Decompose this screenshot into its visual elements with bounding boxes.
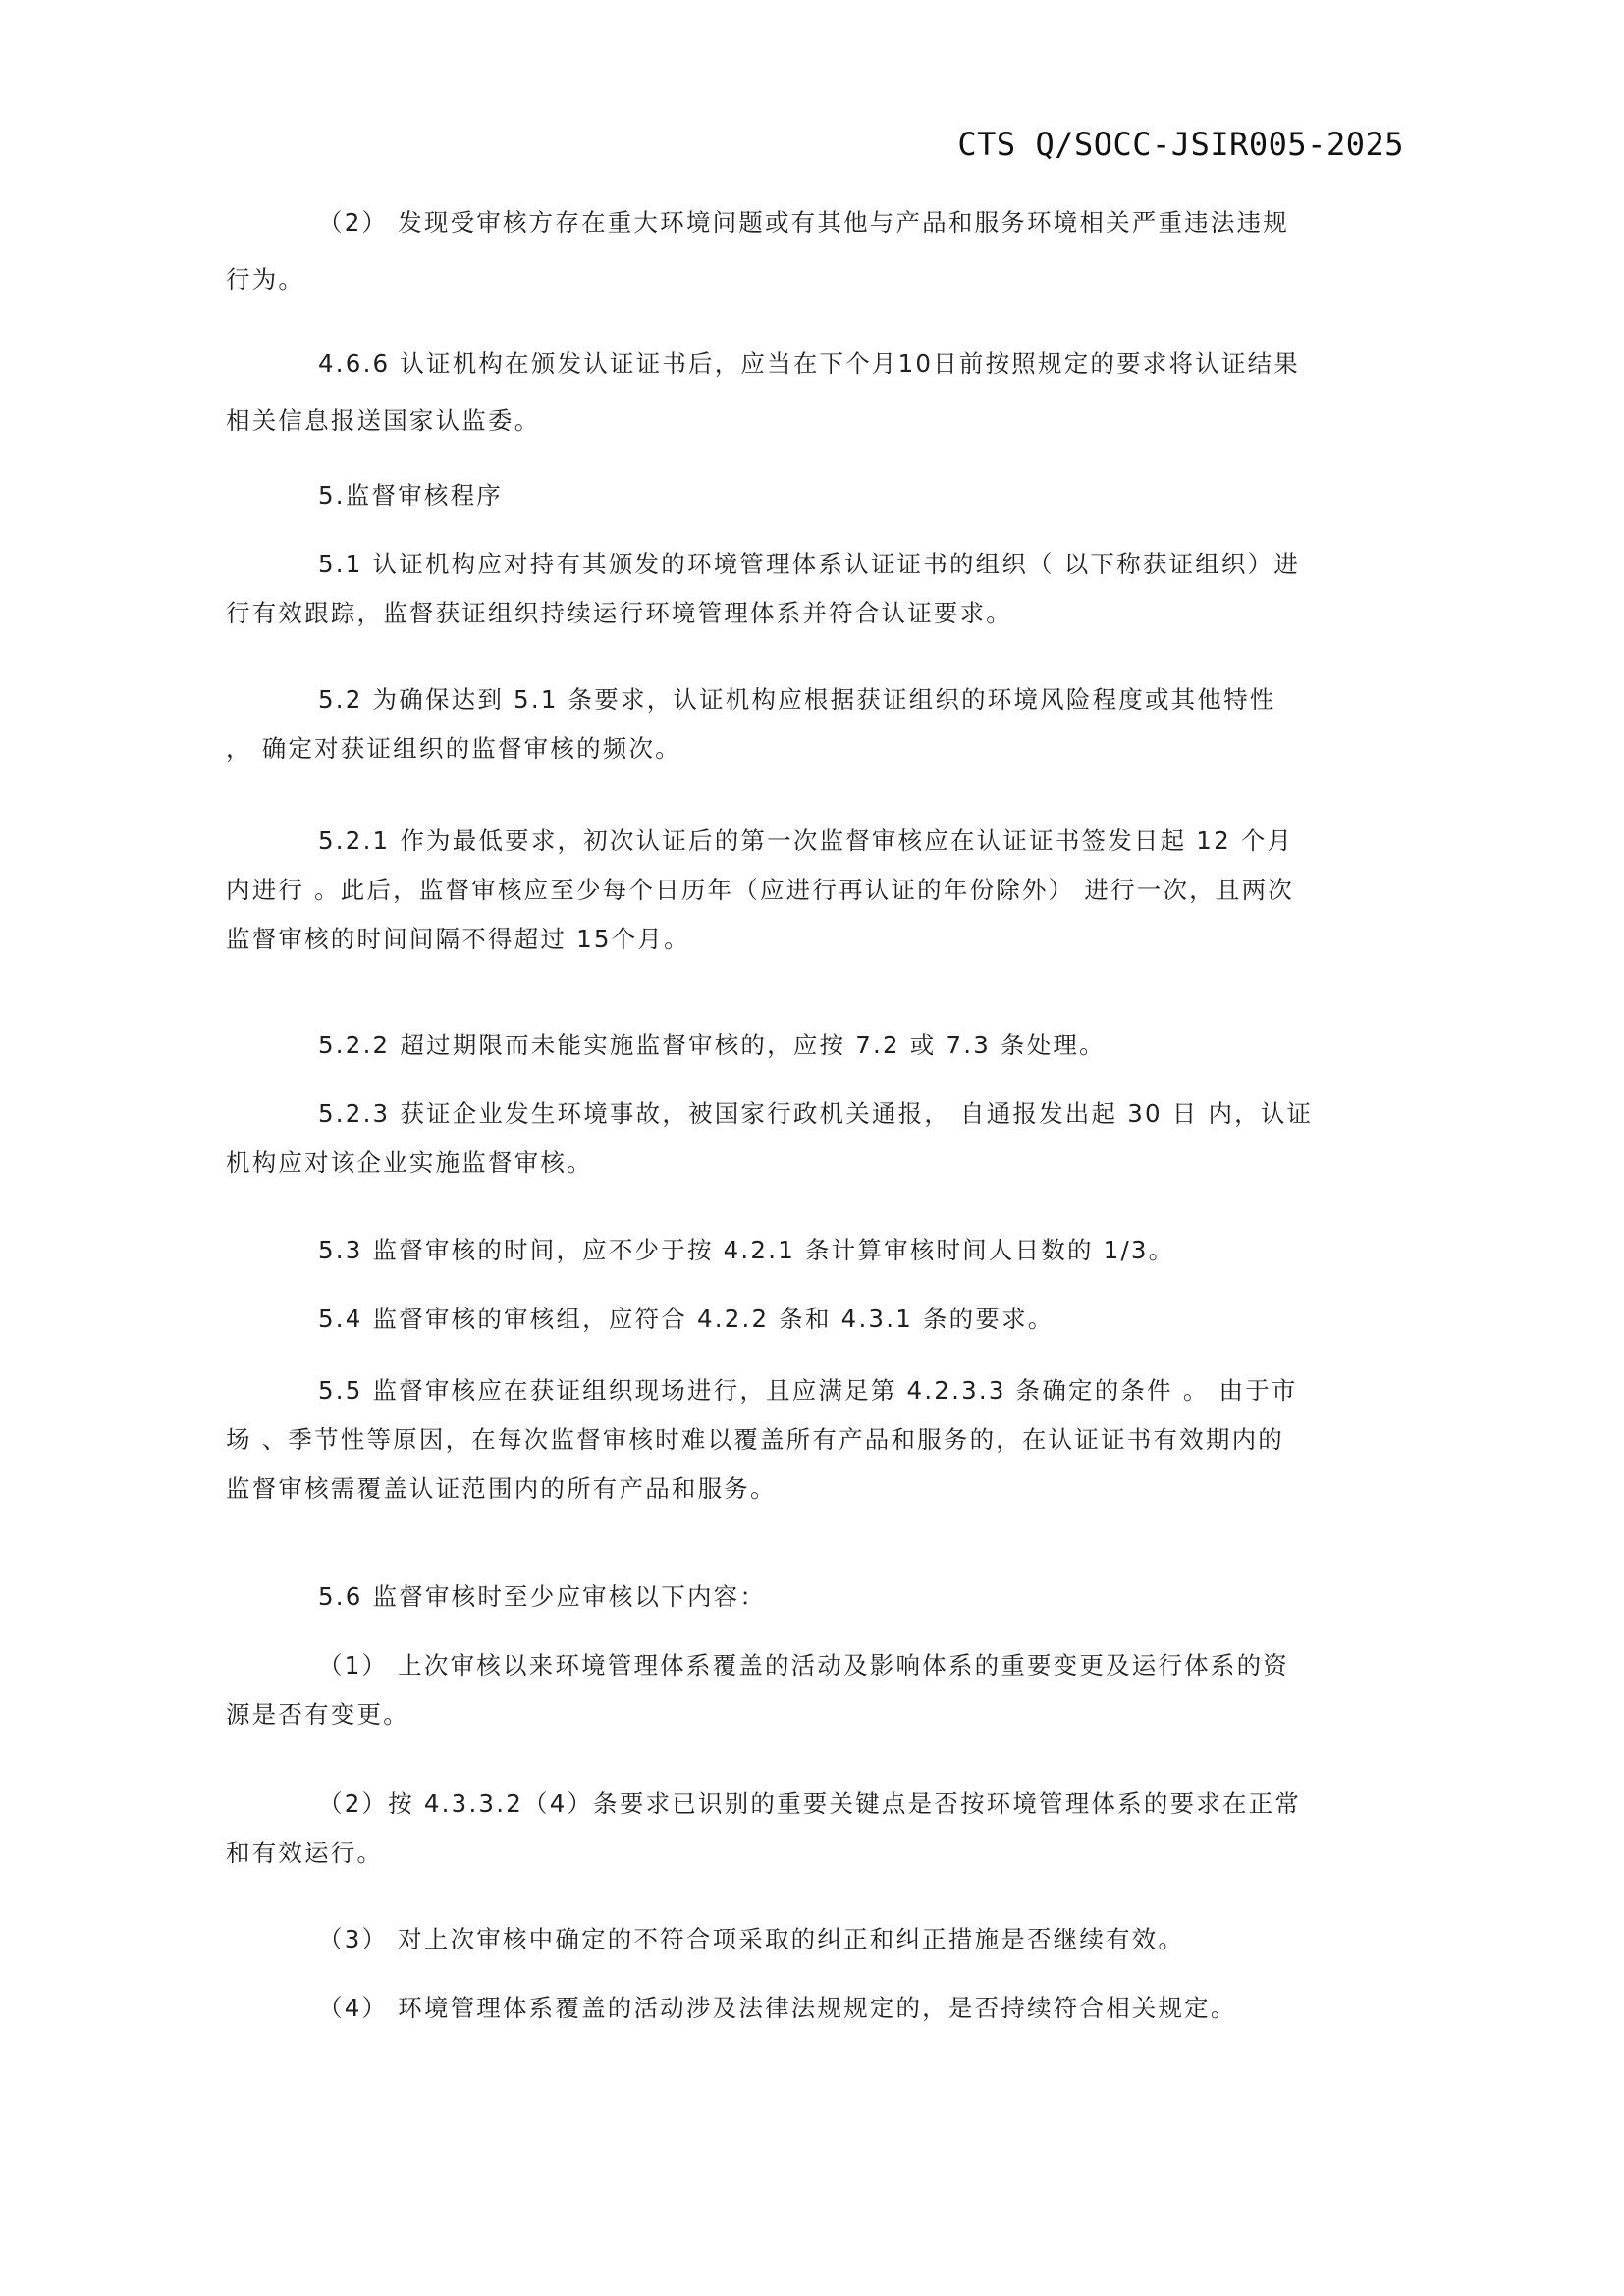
paragraph-line: 相关信息报送国家认监委。: [226, 406, 541, 435]
paragraph-line: 5.5 监督审核应在获证组织现场进行，且应满足第 4.2.3.3 条确定的条件 。 由于市: [318, 1376, 1298, 1405]
paragraph-line: 5.2.2 超过期限而未能实施监督审核的，应按 7.2 或 7.3 条处理。: [318, 1031, 1106, 1059]
paragraph-line: 行为。: [226, 265, 305, 294]
paragraph-line: 5.3 监督审核的时间，应不少于按 4.2.1 条计算审核时间人日数的 1/3。: [318, 1236, 1175, 1264]
paragraph-line: ， 确定对获证组织的监督审核的频次。: [226, 734, 681, 763]
section-heading: [226, 467, 1398, 524]
paragraph: [226, 194, 1398, 308]
paragraph-line: 5.2 为确保达到 5.1 条要求，认证机构应根据获证组织的环境风险程度或其他特性: [318, 685, 1276, 714]
paragraph: [226, 1573, 1398, 1622]
paragraph: [226, 675, 1398, 774]
paragraph: [226, 1915, 1398, 1964]
paragraph: [226, 1366, 1398, 1514]
paragraph: [226, 336, 1398, 450]
paragraph-line: 机构应对该企业实施监督审核。: [226, 1148, 593, 1177]
paragraph-line: 5.1 认证机构应对持有其颁发的环境管理体系认证证书的组织（ 以下称获证组织）进: [318, 550, 1301, 578]
paragraph-line: 和有效运行。: [226, 1839, 384, 1867]
paragraph: [226, 817, 1398, 964]
paragraph-line: 监督审核需覆盖认证范围内的所有产品和服务。: [226, 1474, 777, 1503]
paragraph: [226, 1021, 1398, 1070]
paragraph-line: 监督审核的时间间隔不得超过 15个月。: [226, 925, 690, 953]
paragraph: [226, 1090, 1398, 1188]
paragraph: [226, 1641, 1398, 1739]
paragraph-line: （3） 对上次审核中确定的不符合项采取的纠正和纠正措施是否继续有效。: [318, 1925, 1185, 1953]
paragraph-line: 5.4 监督审核的审核组，应符合 4.2.2 条和 4.3.1 条的要求。: [318, 1305, 1055, 1333]
paragraph: [226, 540, 1398, 638]
paragraph-line: 内进行 。此后，监督审核应至少每个日历年（应进行再认证的年份除外） 进行一次，且两次: [226, 876, 1294, 904]
paragraph-line: 行有效跟踪，监督获证组织持续运行环境管理体系并符合认证要求。: [226, 599, 1012, 627]
paragraph-line: 5.2.1 作为最低要求，初次认证后的第一次监督审核应在认证证书签发日起 12 个月: [318, 827, 1294, 855]
paragraph-line: （4） 环境管理体系覆盖的活动涉及法律法规规定的，是否持续符合相关规定。: [318, 1994, 1237, 2022]
paragraph: [226, 1226, 1398, 1275]
paragraph-line: （2）按 4.3.3.2（4）条要求已识别的重要关键点是否按环境管理体系的要求在正常: [318, 1789, 1302, 1818]
paragraph-line: 5.监督审核程序: [318, 481, 503, 509]
paragraph: [226, 1780, 1398, 1878]
document-code: CTS Q/SOCC-JSIR005-2025: [957, 126, 1404, 163]
paragraph-line: 4.6.6 认证机构在颁发认证证书后，应当在下个月10日前按照规定的要求将认证结果: [318, 349, 1300, 378]
paragraph-line: （1） 上次审核以来环境管理体系覆盖的活动及影响体系的重要变更及运行体系的资: [318, 1651, 1289, 1680]
paragraph: [226, 1295, 1398, 1344]
paragraph-line: 源是否有变更。: [226, 1700, 409, 1729]
paragraph: [226, 1984, 1398, 2033]
paragraph-line: 5.2.3 获证企业发生环境事故，被国家行政机关通报， 自通报发出起 30 日 内，认证: [318, 1099, 1314, 1128]
paragraph-line: 场 、季节性等原因，在每次监督审核时难以覆盖所有产品和服务的，在认证证书有效期内的: [226, 1425, 1284, 1454]
paragraph-line: （2） 发现受审核方存在重大环境问题或有其他与产品和服务环境相关严重违法违规: [318, 208, 1289, 237]
paragraph-line: 5.6 监督审核时至少应审核以下内容：: [318, 1582, 767, 1611]
